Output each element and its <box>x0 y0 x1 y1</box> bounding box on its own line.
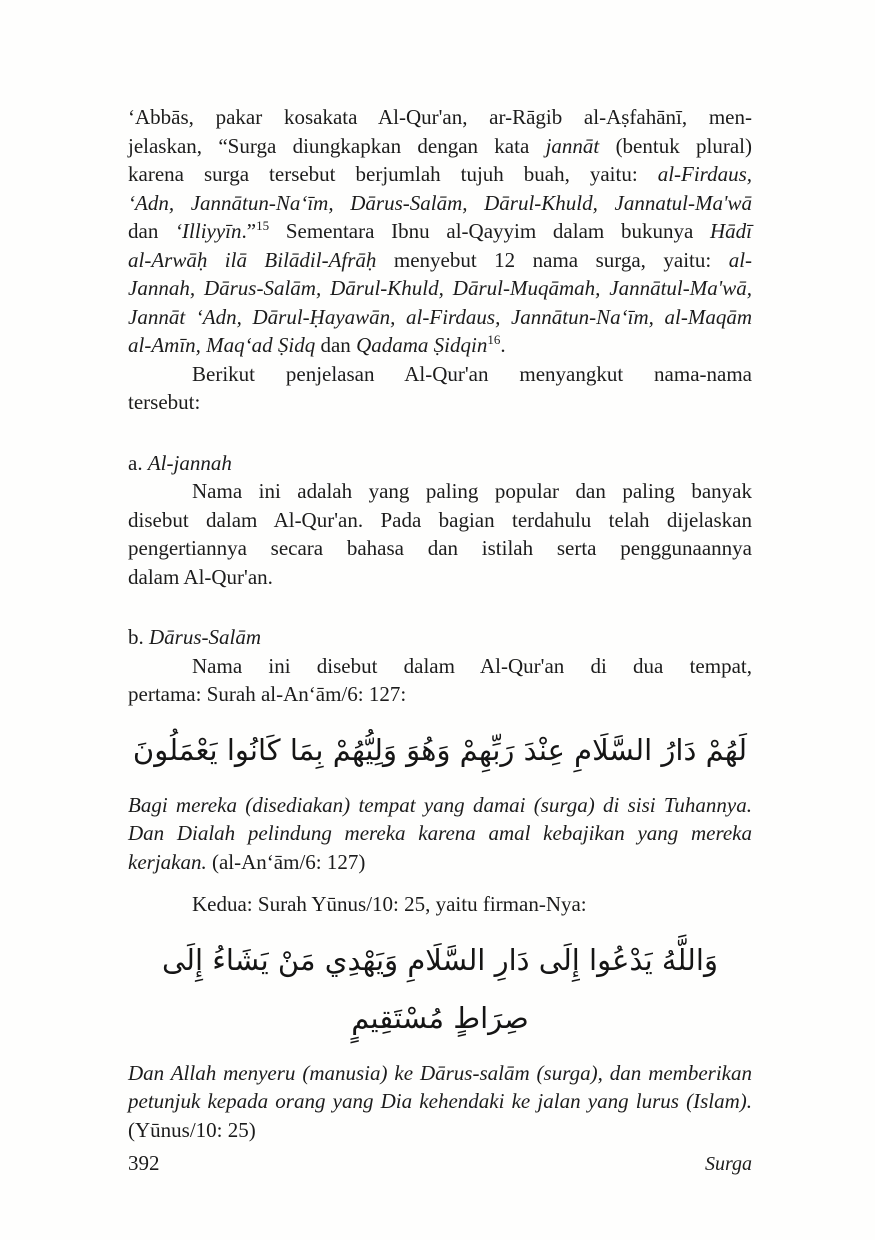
text-line <box>128 819 752 848</box>
text-segment: Jannah, Dārus-Salām, Dārul-Khuld, Dārul-Muqāmah, Jannātul-Ma'wā, <box>128 276 752 300</box>
text-segment: (bentuk plural) <box>599 133 752 158</box>
text-line <box>128 1116 752 1145</box>
text-segment: jannāt <box>545 133 600 158</box>
text-line <box>128 623 752 652</box>
text-segment: Nama ini adalah yang paling popular dan paling banyak <box>192 479 752 503</box>
text-segment: kerjakan. <box>128 849 207 874</box>
verse-arabic-1: لَهُمْ دَارُ السَّلَامِ عِنْدَ رَبِّهِمْ وَهُوَ وَلِيُّهُمْ بِمَا كَانُوا يَعْمَلُونَ <box>132 732 748 767</box>
page-footer <box>128 1151 752 1176</box>
text-line <box>128 563 752 592</box>
text-segment: pengertiannya secara bahasa dan istilah serta penggunaannya <box>128 536 752 560</box>
text-segment: ‘Adn, Jannātun-Na‘īm, Dārus-Salām, Dārul-Khuld, Jannatul-Ma'wā <box>128 190 752 215</box>
text-segment: Dārus-Salām <box>149 625 262 649</box>
text-block <box>128 103 752 1144</box>
text-line <box>128 652 752 681</box>
text-line <box>128 449 752 478</box>
text-line <box>128 103 752 132</box>
text-line <box>128 791 752 820</box>
text-segment: Bagi mereka (disediakan) tempat yang damai (surga) di sisi Tuhannya. <box>128 792 752 817</box>
text-segment: Dan Dialah pelindung mereka karena amal kebajikan yang mereka <box>128 821 752 845</box>
text-segment: Berikut penjelasan Al-Qur'an menyangkut nama-nama <box>192 361 752 386</box>
verse-arabic-2: وَاللَّهُ يَدْعُوا إِلَى دَارِ السَّلَامِ وَيَهْدِي مَنْ يَشَاءُ إِلَى صِرَاطٍ مُسْتَقِيمٍ <box>162 942 718 1035</box>
text-line <box>128 132 752 161</box>
text-line <box>128 534 752 563</box>
translation-1 <box>128 791 752 877</box>
text-segment: Kedua: Surah Yūnus/10: 25, yaitu firman-Nya: <box>192 892 587 916</box>
text-line <box>128 890 752 919</box>
text-line <box>128 848 752 877</box>
para-darussalam <box>128 652 752 709</box>
text-segment: .” <box>241 219 257 243</box>
text-segment: dan <box>320 333 357 357</box>
text-segment: al-Arwāḥ ilā Bilādil-Afrāḥ <box>128 247 377 272</box>
text-line <box>128 274 752 303</box>
heading-b <box>128 623 752 652</box>
text-line <box>128 388 752 417</box>
text-segment: a. <box>128 450 148 475</box>
text-line <box>128 1059 752 1088</box>
text-segment: ‘Abbās, pakar kosakata Al-Qur'an, ar-Rāgib al-Aṣfahānī, men- <box>128 105 752 129</box>
text-line <box>128 680 752 709</box>
text-segment: Dan Allah menyeru (manusia) ke Dārus-salām (surga), dan memberikan <box>128 1060 752 1085</box>
para-intro <box>128 103 752 360</box>
text-segment: karena surga tersebut berjumlah tujuh buah, yaitu: <box>128 162 658 186</box>
text-segment: Qadama Ṣidqin <box>356 333 488 357</box>
text-segment: tersebut: <box>128 390 201 414</box>
text-segment: (al-An‘ām/6: 127) <box>206 849 366 874</box>
text-segment: Nama ini disebut dalam Al-Qur'an di dua tempat, <box>192 653 752 678</box>
text-segment: dan <box>128 219 176 243</box>
text-segment: Hādī <box>710 219 752 243</box>
text-segment: menyebut 12 nama surga, yaitu: <box>376 247 729 272</box>
text-line <box>128 1087 752 1116</box>
text-line <box>128 506 752 535</box>
text-line <box>128 477 752 506</box>
text-segment: disebut dalam Al-Qur'an. Pada bagian terdahulu telah dijelaskan <box>128 507 752 532</box>
text-segment: pertama: Surah al-An‘ām/6: 127: <box>128 682 407 706</box>
text-segment: ‘Illiyyīn <box>175 219 242 243</box>
text-line <box>128 331 752 360</box>
para-aljannah <box>128 477 752 591</box>
text-segment: dalam Al-Qur'an. <box>128 564 273 589</box>
para-kedua <box>128 890 752 919</box>
translation-2 <box>128 1059 752 1145</box>
text-line <box>128 189 752 218</box>
page-number: 392 <box>128 1151 160 1175</box>
footnote-marker: 16 <box>487 332 501 347</box>
text-segment: jelaskan, “Surga diungkapkan dengan kata <box>128 133 546 158</box>
text-segment: al-Firdaus, <box>657 162 752 186</box>
text-line <box>128 303 752 332</box>
heading-a <box>128 449 752 478</box>
text-line <box>128 217 752 246</box>
text-segment: al- <box>728 247 753 272</box>
footnote-marker: 15 <box>256 218 270 233</box>
text-segment: b. <box>128 625 149 649</box>
running-title: Surga <box>704 1153 752 1175</box>
text-segment: (Yūnus/10: 25) <box>128 1117 256 1142</box>
text-line <box>128 360 752 389</box>
text-segment: Sementara Ibnu al-Qayyim dalam bukunya <box>269 219 710 243</box>
text-segment: . <box>500 333 506 357</box>
text-segment: petunjuk kepada orang yang Dia kehendaki ke jalan yang lurus (Islam). <box>128 1089 752 1113</box>
text-line <box>128 246 752 275</box>
text-segment: Al-jannah <box>147 450 232 475</box>
text-line <box>128 160 752 189</box>
para-berikut <box>128 360 752 417</box>
text-segment: al-Amīn, Maq‘ad Ṣidq <box>128 333 321 357</box>
text-segment: Jannāt ‘Adn, Dārul-Ḥayawān, al-Firdaus, Jannātun-Na‘īm, al-Maqām <box>128 304 752 329</box>
